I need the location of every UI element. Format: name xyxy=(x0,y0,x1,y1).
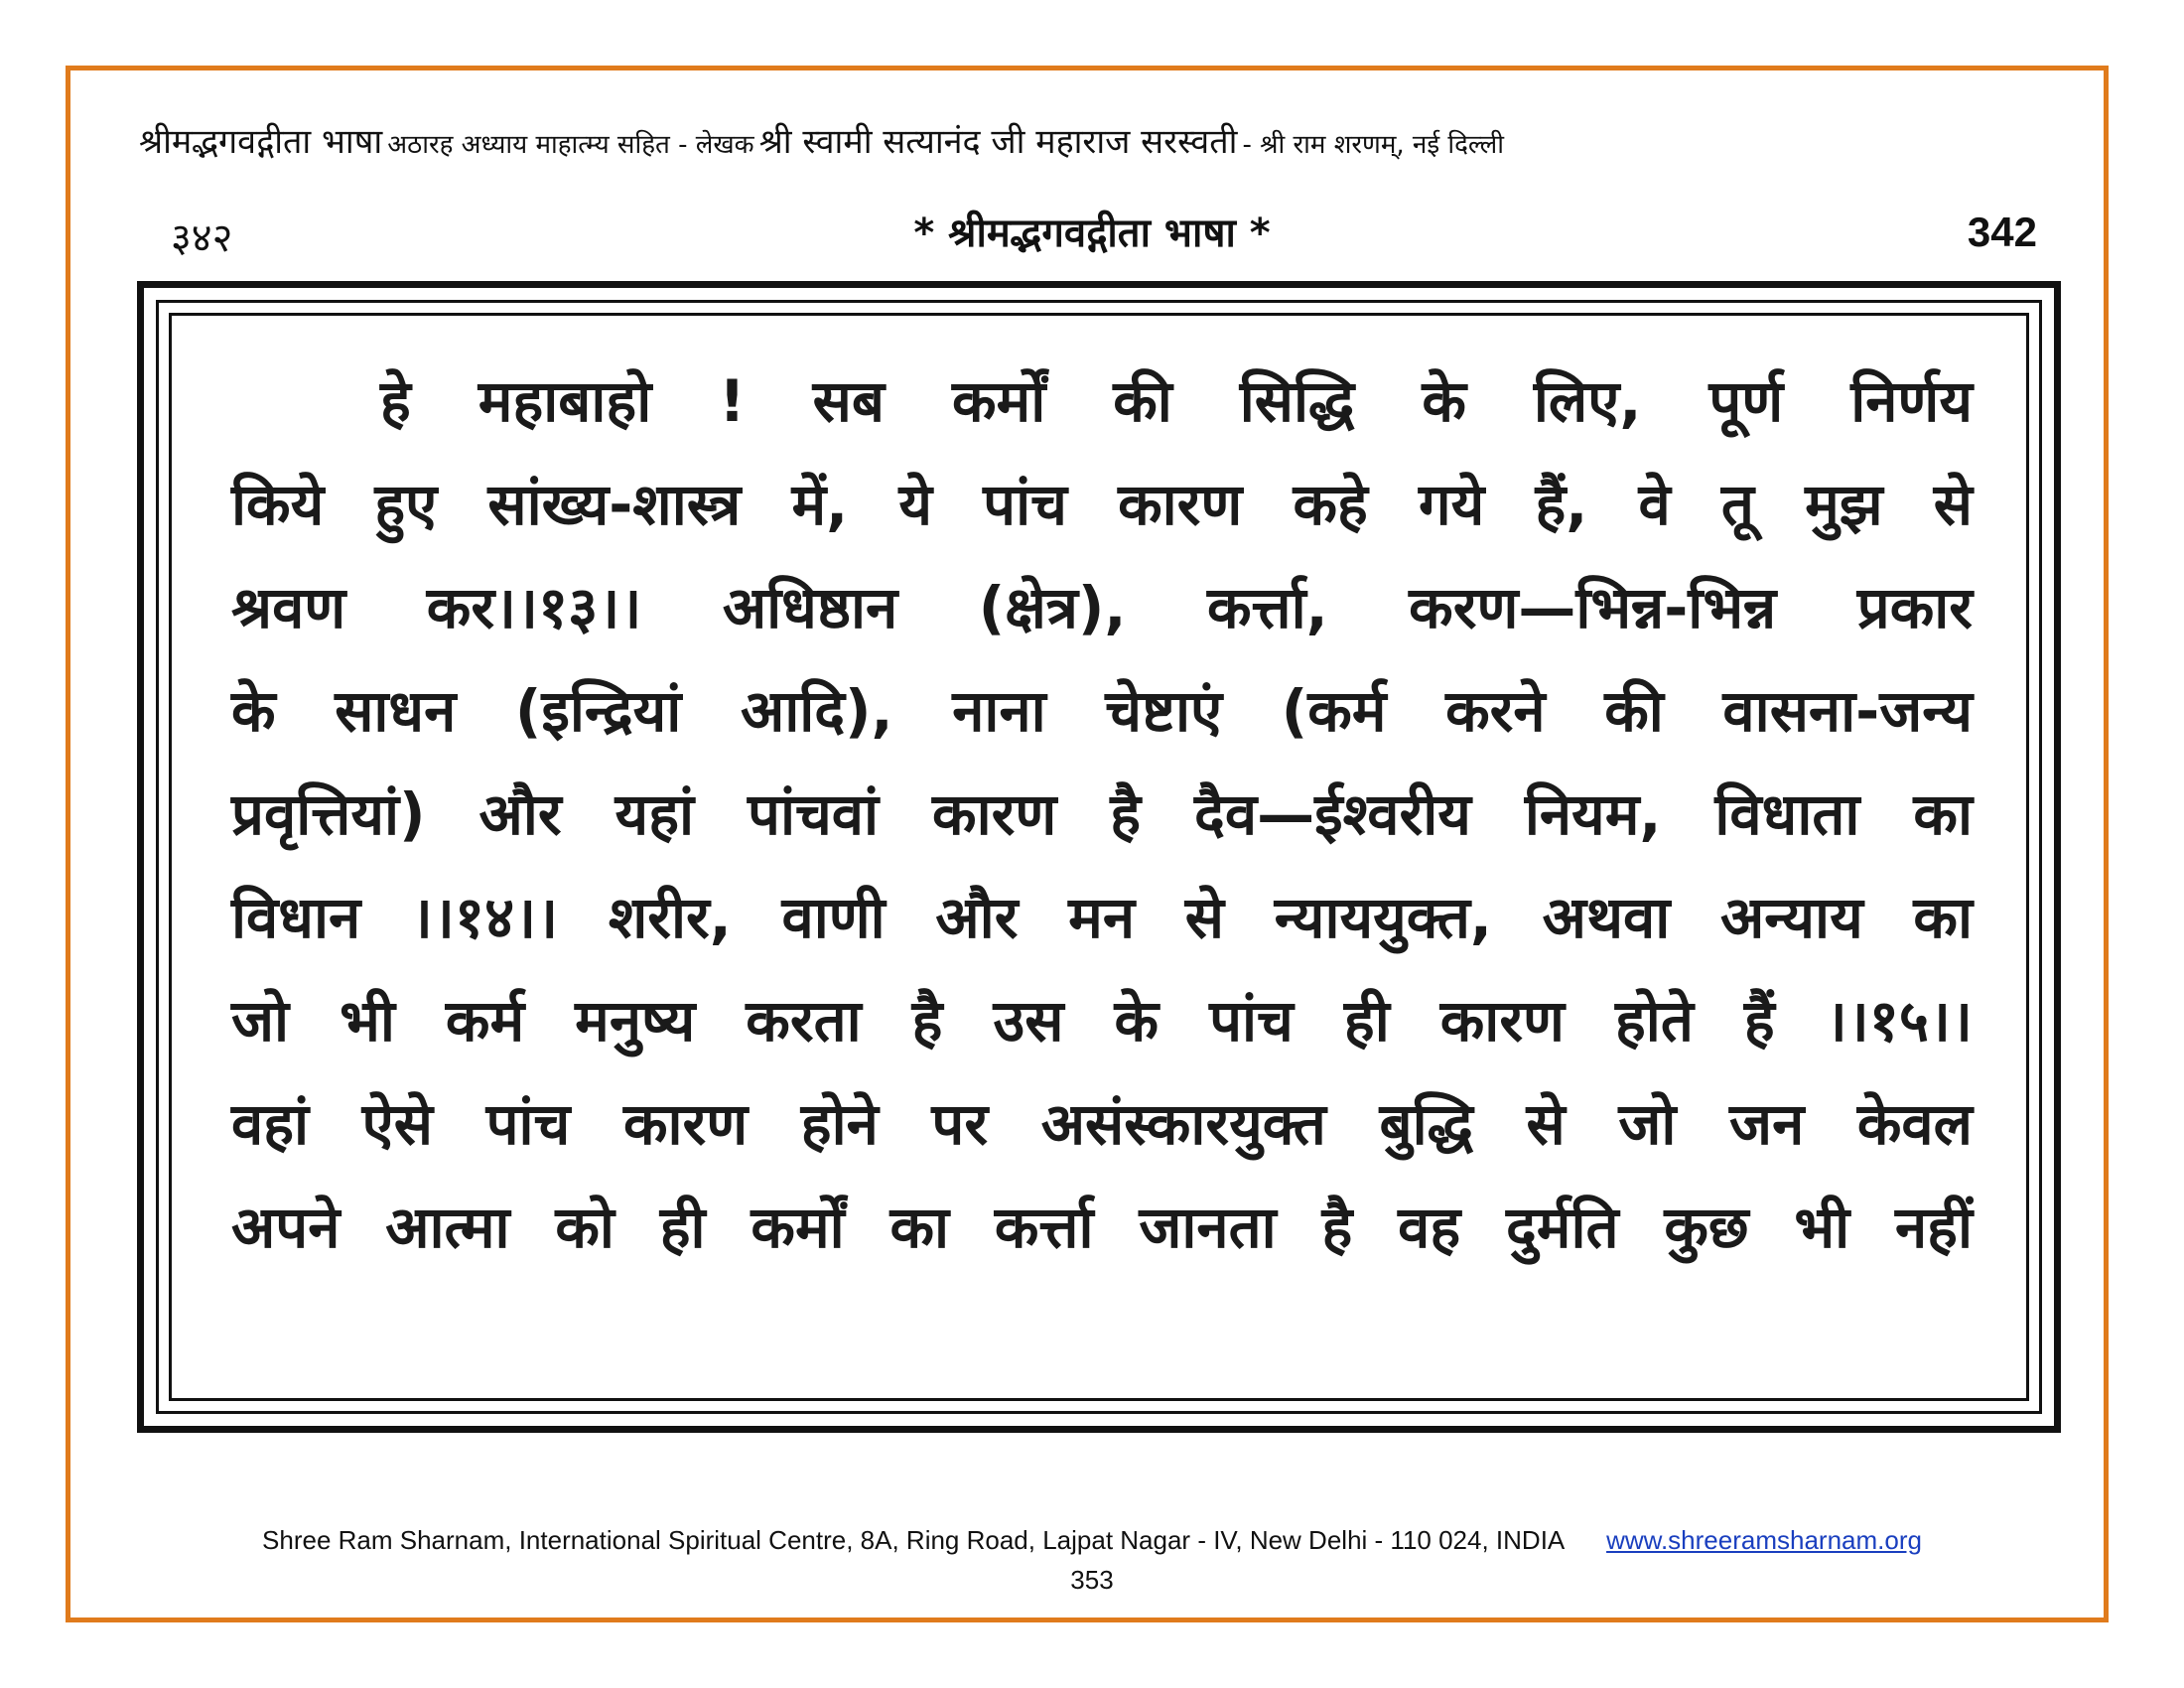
verse-line: श्रवण कर।।१३।। अधिष्ठान (क्षेत्र), कर्त्ता, करण—भिन्न-भिन्न प्रकार xyxy=(231,574,1973,641)
verse-line: विधान ।।१४।। शरीर, वाणी और मन से न्याययुक्त, अथवा अन्याय का xyxy=(231,884,1973,951)
author-name: श्री स्वामी सत्यानंद जी महाराज सरस्वती xyxy=(758,122,1238,162)
verse-line: जो भी कर्म मनुष्य करता है उस के पांच ही कारण होते हैं ।।१५।। xyxy=(231,987,1973,1055)
verse-line: किये हुए सांख्य-शास्त्र में, ये पांच कारण कहे गये हैं, वे तू मुझ से xyxy=(231,471,1973,538)
verse-line: वहां ऐसे पांच कारण होने पर असंस्कारयुक्त बुद्धि से जो जन केवल xyxy=(231,1090,1973,1158)
verse-line: प्रवृत्तियां) और यहां पांचवां कारण है दैव—ईश्वरीय नियम, विधाता का xyxy=(231,780,1973,848)
page-number-hindi: ३४२ xyxy=(171,215,233,261)
page-number: 342 xyxy=(1967,209,2037,255)
verse-text xyxy=(231,350,1973,1279)
footer-page-number: 353 xyxy=(1070,1565,1114,1595)
verse-line: हे महाबाहो ! सब कर्मों की सिद्धि के लिए, पूर्ण निर्णय xyxy=(380,367,1973,435)
verse-line: अपने आत्मा को ही कर्मों का कर्त्ता जानता है वह दुर्मति कुछ भी नहीं xyxy=(231,1194,1973,1261)
publisher-name: - श्री राम शरणम्, नई दिल्ली xyxy=(1242,130,1504,160)
scripture-frame xyxy=(137,281,2061,1433)
book-header xyxy=(139,117,2065,163)
footer-address-line xyxy=(0,1525,2184,1556)
verse-line: के साधन (इन्द्रियां आदि), नाना चेष्टाएं (कर्म करने की वासना-जन्य xyxy=(231,677,1973,745)
footer-address: Shree Ram Sharnam, International Spiritual Centre, 8A, Ring Road, Lajpat Nagar - IV, New Delhi - 110 024, INDIA xyxy=(262,1525,1564,1555)
running-head: * श्रीमद्भगवद्गीता भाषा * xyxy=(913,211,1271,256)
website-link[interactable]: www.shreeramsharnam.org xyxy=(1606,1525,1922,1555)
book-subtitle: अठारह अध्याय माहात्म्य सहित - लेखक xyxy=(387,130,754,160)
book-title: श्रीमद्भगवद्गीता भाषा xyxy=(139,122,383,162)
